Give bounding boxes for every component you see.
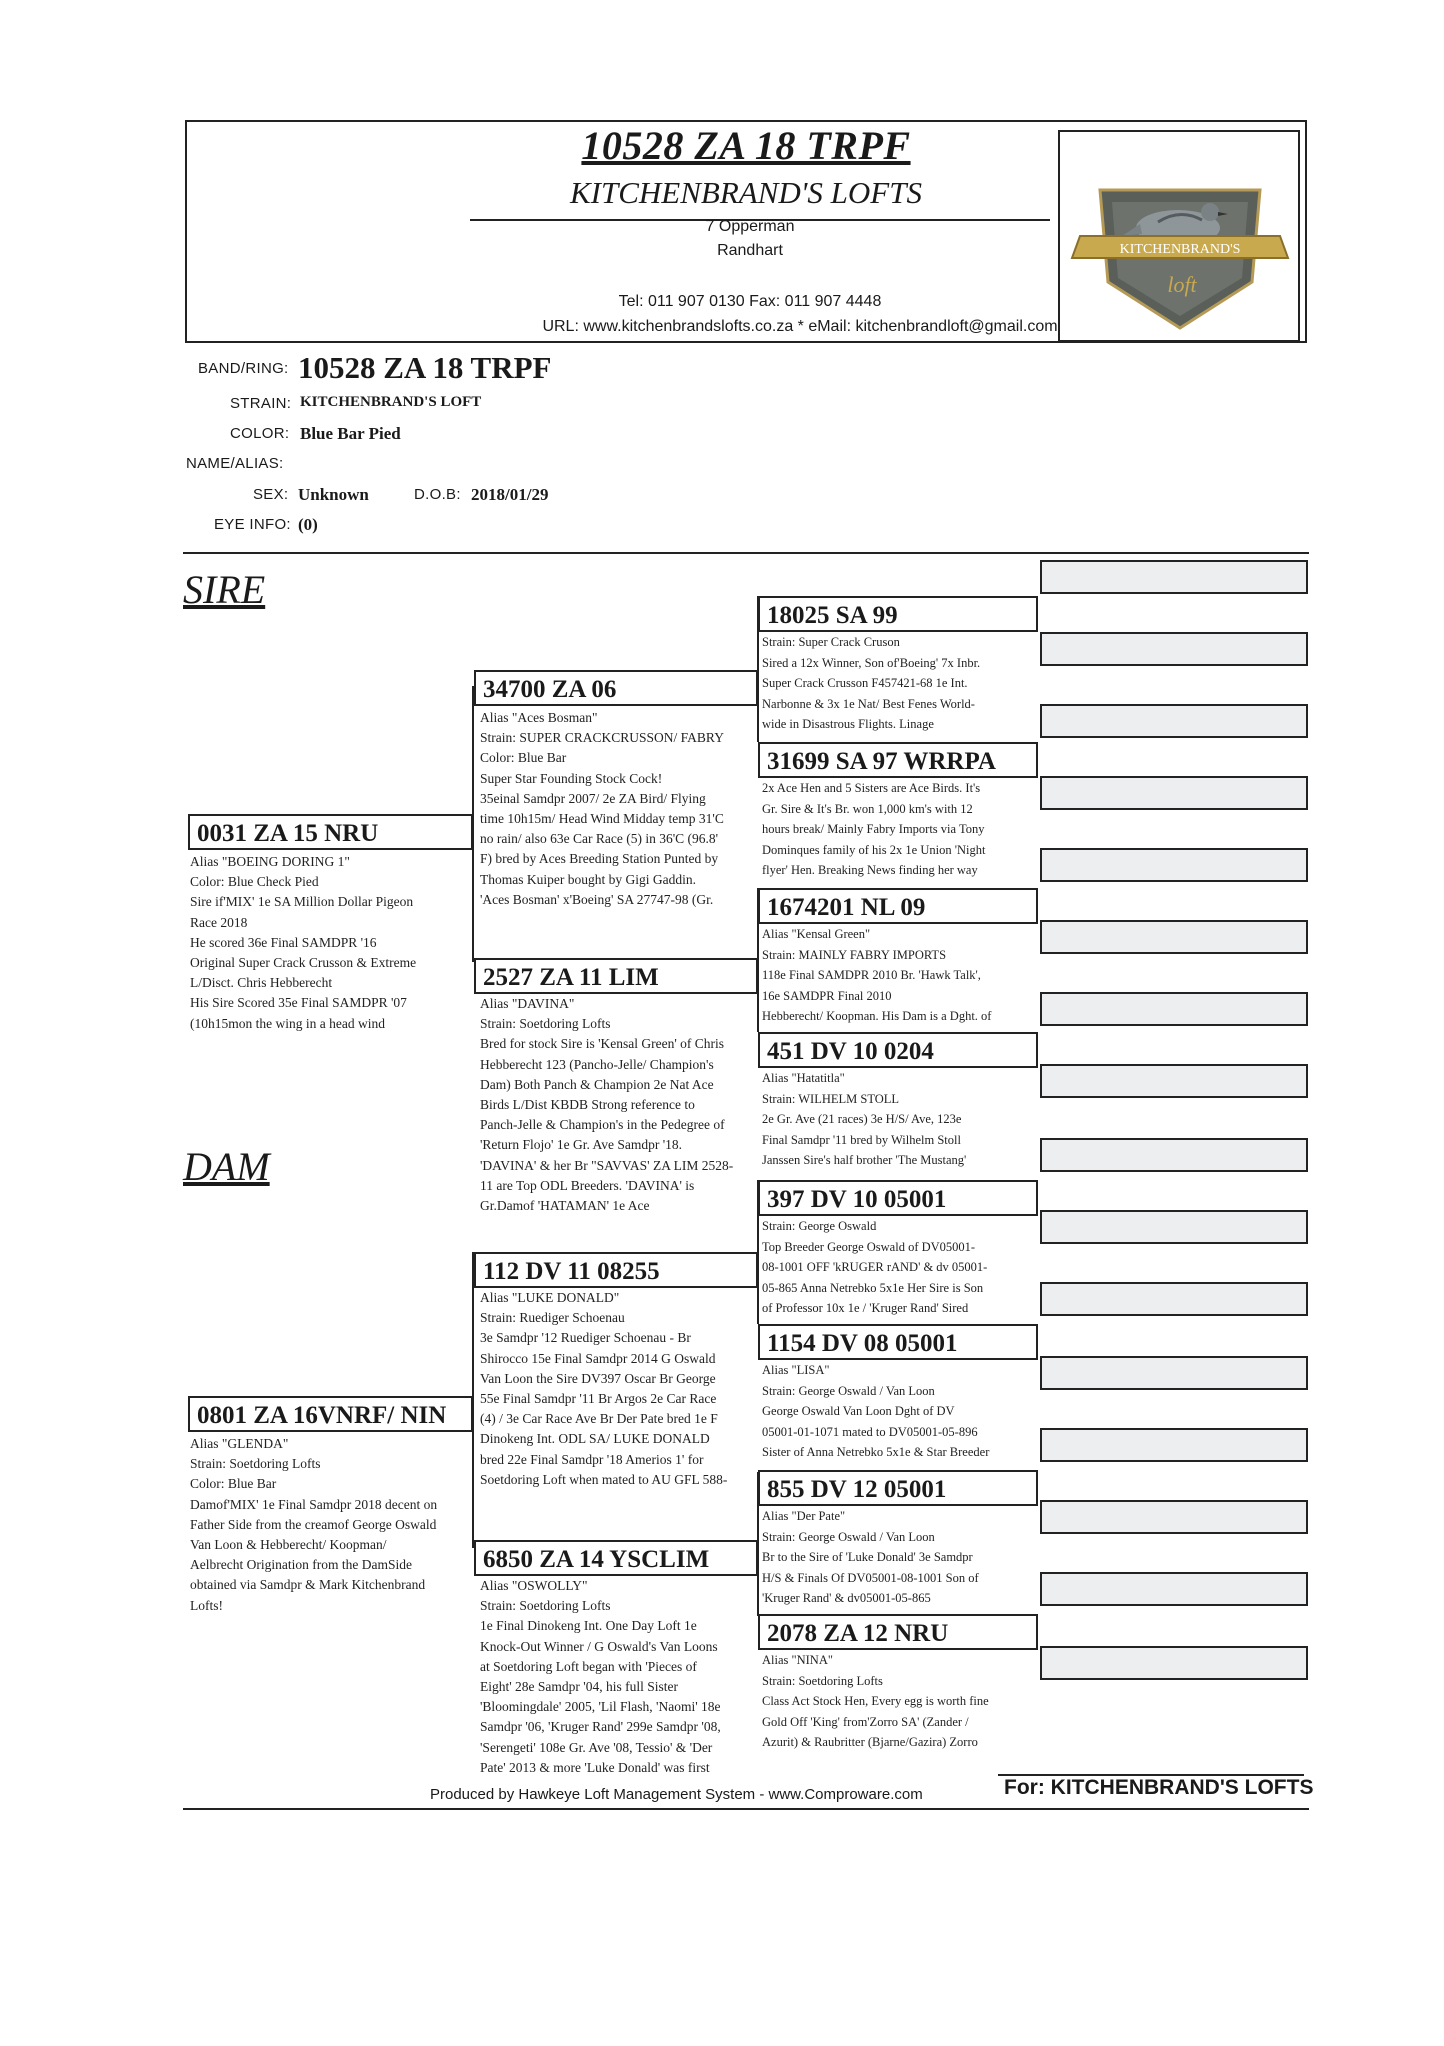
- dam-detail-line: obtained via Samdpr & Mark Kitchenbrand: [190, 1577, 426, 1593]
- dam-sire-detail-line: (4) / 3e Car Race Ave Br Der Pate bred 1e F: [480, 1411, 718, 1427]
- ggp-detail-line: Sired a 12x Winner, Son of'Boeing' 7x Inbr.: [762, 655, 981, 670]
- dam-sire-detail-line: bred 22e Final Samdpr '18 Amerios 1' for: [480, 1451, 704, 1467]
- ggp-detail-line: Sister of Anna Netrebko 5x1e & Star Breeder: [762, 1445, 990, 1459]
- sire-dam-detail-line: Hebberecht 123 (Pancho-Jelle/ Champion's: [480, 1056, 714, 1072]
- dam-dam-band-number: 6850 ZA 14 YSCLIM: [483, 1546, 710, 1573]
- sire-detail-line: L/Disct. Chris Hebberecht: [190, 975, 333, 991]
- sire-detail-line: He scored 36e Final SAMDPR '16: [190, 934, 377, 950]
- ggp-detail-line: flyer' Hen. Breaking News finding her way: [762, 863, 978, 877]
- ggp-detail-line: Strain: George Oswald / Van Loon: [762, 1529, 935, 1544]
- ggp-detail-line: 05-865 Anna Netrebko 5x1e Her Sire is Son: [762, 1280, 984, 1295]
- sire-sire-detail-line: Thomas Kuiper bought by Gigi Gaddin.: [480, 871, 696, 887]
- ggp-detail-line: Strain: Super Crack Cruson: [762, 635, 900, 649]
- empty-ancestor-box[interactable]: [1040, 1210, 1308, 1244]
- dam-dam-detail-line: 'Serengeti' 108e Gr. Ave '08, Tessio' & 'Der: [480, 1739, 713, 1755]
- ggp-band-number: 451 DV 10 0204: [767, 1038, 934, 1065]
- sire-band-number: 0031 ZA 15 NRU: [197, 820, 379, 847]
- dam-sire-box[interactable]: [474, 1252, 758, 1288]
- sire-detail-line: Color: Blue Check Pied: [190, 874, 319, 890]
- sire-dam-details: [480, 994, 755, 1216]
- dam-dam-detail-line: Knock-Out Winner / G Oswald's Van Loons: [480, 1638, 718, 1654]
- logo-lettering-1: KITCHENBRAND'S: [1119, 242, 1241, 257]
- sire-sire-detail-line: Strain: SUPER CRACKCRUSSON/ FABRY: [480, 730, 724, 746]
- ggp-box-6[interactable]: [758, 1324, 1038, 1360]
- sire-dam-detail-line: Birds L/Dist KBDB Strong reference to: [480, 1097, 695, 1113]
- ggp-details-5: [762, 1216, 1034, 1319]
- band-value: 10528 ZA 18 TRPF: [298, 350, 552, 385]
- sire-sire-detail-line: Super Star Founding Stock Cock!: [480, 770, 663, 786]
- ggp-band-number: 855 DV 12 05001: [767, 1476, 947, 1503]
- sire-detail-line: (10h15mon the wing in a head wind: [190, 1015, 385, 1031]
- dam-detail-line: Strain: Soetdoring Lofts: [190, 1456, 321, 1472]
- sire-sire-band-number: 34700 ZA 06: [483, 676, 617, 703]
- dam-detail-line: Aelbrecht Origination from the DamSide: [190, 1557, 412, 1573]
- dam-sire-detail-line: 3e Samdpr '12 Ruediger Schoenau - Br: [480, 1330, 691, 1346]
- dam-heading: DAM: [183, 1144, 270, 1189]
- dob-label: D.O.B:: [414, 486, 461, 503]
- ggp-detail-line: Alias "Der Pate": [762, 1509, 846, 1523]
- empty-ancestor-box[interactable]: [1040, 560, 1308, 594]
- contact-phone: Tel: 011 907 0130 Fax: 011 907 4448: [618, 293, 882, 310]
- sire-sire-detail-line: Alias "Aces Bosman": [480, 710, 598, 725]
- for-loft-label: For: KITCHENBRAND'S LOFTS: [1004, 1776, 1314, 1799]
- dam-dam-detail-line: 'Bloomingdale' 2005, 'Lil Flash, 'Naomi' 18e: [480, 1699, 721, 1715]
- ggp-detail-line: Narbonne & 3x 1e Nat/ Best Fenes World-: [762, 696, 975, 711]
- dam-sire-details: [480, 1288, 755, 1490]
- footer-divider: [183, 1808, 1309, 1810]
- ggp-detail-line: Azurit) & Raubritter (Bjarne/Gazira) Zorro: [762, 1735, 978, 1749]
- page-title: 10528 ZA 18 TRPF: [581, 123, 911, 168]
- empty-ancestor-box[interactable]: [1040, 920, 1308, 954]
- ggp-band-number: 31699 SA 97 WRRPA: [767, 748, 996, 775]
- ggp-detail-line: Gr. Sire & It's Br. won 1,000 km's with 12: [762, 801, 973, 816]
- ggp-detail-line: Hebberecht/ Koopman. His Dam is a Dght. of: [762, 1009, 992, 1023]
- ggp-box-3[interactable]: [758, 888, 1038, 924]
- address-line-1: 7 Opperman: [705, 218, 795, 235]
- ggp-detail-line: Strain: WILHELM STOLL: [762, 1091, 900, 1106]
- ggp-detail-line: Alias "LISA": [762, 1363, 830, 1377]
- contact-url-email: URL: www.kitchenbrandslofts.co.za * eMail: kitchenbrandloft@gmail.com: [542, 318, 1058, 335]
- color-label: COLOR:: [230, 425, 290, 442]
- ggp-band-number: 397 DV 10 05001: [767, 1186, 947, 1213]
- sire-sire-detail-line: no rain/ also 63e Car Race (5) in 36'C (96.8': [480, 831, 719, 847]
- info-divider: [183, 552, 1309, 554]
- dam-sire-detail-line: Dinokeng Int. ODL SA/ LUKE DONALD: [480, 1431, 710, 1447]
- ggp-detail-line: Alias "Kensal Green": [762, 927, 871, 941]
- ggp-band-number: 18025 SA 99: [767, 602, 898, 629]
- dob-value: 2018/01/29: [471, 485, 549, 504]
- ggp-detail-line: wide in Disastrous Flights. Linage: [762, 717, 934, 731]
- ggp-box-4[interactable]: [758, 1032, 1038, 1068]
- sire-dam-box[interactable]: [474, 958, 758, 994]
- ggp-detail-line: Br to the Sire of 'Luke Donald' 3e Samdpr: [762, 1550, 973, 1564]
- ggp-detail-line: Alias "NINA": [762, 1653, 833, 1667]
- dam-dam-details: [480, 1576, 755, 1778]
- empty-ancestor-box[interactable]: [1040, 1064, 1308, 1098]
- strain-label: STRAIN:: [230, 395, 292, 412]
- empty-ancestor-box[interactable]: [1040, 992, 1308, 1026]
- dam-sire-band-number: 112 DV 11 08255: [483, 1258, 660, 1285]
- empty-ancestor-box[interactable]: [1040, 1282, 1308, 1316]
- dam-sire-detail-line: Strain: Ruediger Schoenau: [480, 1310, 625, 1326]
- ggp-detail-line: Super Crack Crusson F457421-68 1e Int.: [762, 676, 968, 690]
- color-value: Blue Bar Pied: [300, 424, 401, 443]
- ggp-detail-line: 2x Ace Hen and 5 Sisters are Ace Birds. It's: [762, 781, 981, 795]
- dam-dam-detail-line: 1e Final Dinokeng Int. One Day Loft 1e: [480, 1618, 697, 1634]
- logo-box: [1058, 130, 1300, 342]
- dam-dam-detail-line: Eight' 28e Samdpr '04, his full Sister: [480, 1679, 678, 1695]
- sire-detail-line: Alias "BOEING DORING 1": [190, 854, 350, 869]
- ggp-detail-line: 16e SAMDPR Final 2010: [762, 988, 892, 1003]
- dam-dam-detail-line: Strain: Soetdoring Lofts: [480, 1598, 611, 1614]
- empty-ancestor-box[interactable]: [1040, 1572, 1308, 1606]
- ggp-detail-line: Class Act Stock Hen, Every egg is worth fine: [762, 1694, 989, 1708]
- empty-ancestor-box[interactable]: [1040, 1646, 1308, 1680]
- sire-dam-detail-line: 11 are Top ODL Breeders. 'DAVINA' is: [480, 1177, 695, 1193]
- ggp-band-number: 1154 DV 08 05001: [767, 1330, 958, 1357]
- loft-name: KITCHENBRAND'S LOFTS: [570, 175, 922, 210]
- ggp-box-1[interactable]: [758, 596, 1038, 632]
- ggp-details-8: [762, 1650, 1034, 1753]
- empty-ancestor-box[interactable]: [1040, 704, 1308, 738]
- sire-dam-detail-line: Dam) Both Panch & Champion 2e Nat Ace: [480, 1076, 714, 1092]
- sire-dam-detail-line: 'Return Flojo' 1e Gr. Ave Samdpr '18.: [480, 1137, 683, 1153]
- ggp-detail-line: Strain: George Oswald / Van Loon: [762, 1383, 935, 1398]
- dam-detail-line: Alias "GLENDA": [190, 1436, 289, 1451]
- ggp-details-4: [762, 1068, 1034, 1171]
- ggp-detail-line: 08-1001 OFF 'kRUGER rAND' & dv 05001-: [762, 1260, 988, 1274]
- dam-detail-line: Van Loon & Hebberecht/ Koopman/: [190, 1537, 387, 1553]
- empty-ancestor-box[interactable]: [1040, 776, 1308, 810]
- sire-dam-band-number: 2527 ZA 11 LIM: [483, 964, 659, 991]
- sire-sire-detail-line: 'Aces Bosman' x'Boeing' SA 27747-98 (Gr.: [480, 891, 714, 907]
- ggp-detail-line: Alias "Hatatitla": [762, 1071, 845, 1085]
- address-line-2: Randhart: [717, 242, 783, 259]
- kitchenbrands-logo: [1060, 132, 1298, 340]
- dam-detail-line: Father Side from the creamof George Oswald: [190, 1516, 437, 1532]
- sire-detail-line: Sire if'MIX' 1e SA Million Dollar Pigeon: [190, 894, 414, 910]
- ggp-details-2: [762, 778, 1034, 881]
- ggp-detail-line: H/S & Finals Of DV05001-08-1001 Son of: [762, 1570, 979, 1585]
- ggp-detail-line: Final Samdpr '11 bred by Wilhelm Stoll: [762, 1132, 961, 1147]
- ggp-detail-line: of Professor 10x 1e / 'Kruger Rand' Sired: [762, 1301, 969, 1315]
- ggp-details-6: [762, 1360, 1034, 1463]
- sire-detail-line: Race 2018: [190, 914, 248, 930]
- dam-dam-detail-line: Pate' 2013 & more 'Luke Donald' was first: [480, 1759, 710, 1775]
- sire-sire-box[interactable]: [474, 670, 758, 706]
- dam-connector: [472, 1252, 474, 1548]
- sire-sire-detail-line: F) bred by Aces Breeding Station Punted by: [480, 851, 719, 867]
- ggp-band-number: 1674201 NL 09: [767, 894, 926, 921]
- sire-sire-detail-line: time 10h15m/ Head Wind Midday temp 31'C: [480, 811, 724, 827]
- sire-detail-line: Original Super Crack Crusson & Extreme: [190, 955, 417, 971]
- dam-dam-detail-line: at Soetdoring Loft began with 'Pieces of: [480, 1658, 697, 1674]
- empty-ancestor-box[interactable]: [1040, 1138, 1308, 1172]
- empty-ancestor-box[interactable]: [1040, 1356, 1308, 1390]
- ggp-detail-line: 05001-01-1071 mated to DV05001-05-896: [762, 1424, 978, 1439]
- dam-sire-detail-line: Alias "LUKE DONALD": [480, 1290, 620, 1305]
- sex-label: SEX:: [253, 486, 289, 503]
- sire-dam-detail-line: Gr.Damof 'HATAMAN' 1e Ace: [480, 1198, 650, 1214]
- ggp-box-7[interactable]: [758, 1470, 1038, 1506]
- ggp-detail-line: Dominques family of his 2x 1e Union 'Night: [762, 842, 986, 857]
- sire-dam-detail-line: Strain: Soetdoring Lofts: [480, 1016, 611, 1032]
- dam-dam-detail-line: Alias "OSWOLLY": [480, 1578, 588, 1593]
- strain-value: KITCHENBRAND'S LOFT: [300, 394, 482, 410]
- sex-value: Unknown: [298, 485, 369, 504]
- ggp-detail-line: Strain: MAINLY FABRY IMPORTS: [762, 947, 947, 962]
- sire-dam-detail-line: Alias "DAVINA": [480, 996, 575, 1011]
- ggp-detail-line: 'Kruger Rand' & dv05001-05-865: [762, 1591, 931, 1605]
- dam-details: [190, 1434, 470, 1616]
- dam-dam-detail-line: Samdpr '06, 'Kruger Rand' 299e Samdpr '08,: [480, 1719, 721, 1735]
- ggp-detail-line: Janssen Sire's half brother 'The Mustang': [762, 1153, 967, 1167]
- dam-dam-box[interactable]: [474, 1540, 758, 1576]
- ggp-box-5[interactable]: [758, 1180, 1038, 1216]
- ggp-details-3: [762, 924, 1034, 1027]
- empty-ancestor-box[interactable]: [1040, 848, 1308, 882]
- sire-dam-detail-line: 'DAVINA' & her Br "SAVVAS' ZA LIM 2528-: [480, 1157, 734, 1173]
- band-label: BAND/RING:: [198, 360, 289, 377]
- ggp-details-1: [762, 632, 1034, 735]
- dam-box[interactable]: [188, 1396, 473, 1432]
- dam-detail-line: Color: Blue Bar: [190, 1476, 277, 1492]
- ggp-detail-line: Top Breeder George Oswald of DV05001-: [762, 1239, 976, 1254]
- ggp-box-2[interactable]: [758, 742, 1038, 778]
- sire-sire-detail-line: Color: Blue Bar: [480, 750, 567, 766]
- ggp-detail-line: 2e Gr. Ave (21 races) 3e H/S/ Ave, 123e: [762, 1112, 962, 1126]
- empty-ancestor-box[interactable]: [1040, 1428, 1308, 1462]
- dam-sire-detail-line: Shirocco 15e Final Samdpr 2014 G Oswald: [480, 1350, 716, 1366]
- sire-dam-detail-line: Panch-Jelle & Champion's in the Pedegree of: [480, 1117, 725, 1133]
- dam-band-number: 0801 ZA 16VNRF/ NIN: [197, 1402, 447, 1429]
- dam-detail-line: Lofts!: [190, 1597, 223, 1613]
- ggp-detail-line: Gold Off 'King' from'Zorro SA' (Zander /: [762, 1714, 969, 1729]
- sire-detail-line: His Sire Scored 35e Final SAMDPR '07: [190, 995, 407, 1011]
- eye-info-value: (0): [298, 515, 318, 534]
- dam-sire-detail-line: Van Loon the Sire DV397 Oscar Br George: [480, 1370, 716, 1386]
- logo-lettering-2: loft: [1167, 272, 1197, 297]
- sire-sire-details: [480, 708, 755, 910]
- dam-sire-detail-line: Soetdoring Loft when mated to AU GFL 588-: [480, 1471, 728, 1487]
- empty-ancestor-box[interactable]: [1040, 1500, 1308, 1534]
- ggp-detail-line: Strain: George Oswald: [762, 1219, 877, 1233]
- produced-by: Produced by Hawkeye Loft Management System - www.Comproware.com: [430, 1786, 923, 1803]
- dam-detail-line: Damof'MIX' 1e Final Samdpr 2018 decent on: [190, 1496, 438, 1512]
- eye-info-label: EYE INFO:: [214, 516, 291, 533]
- ggp-detail-line: hours break/ Mainly Fabry Imports via Tony: [762, 822, 985, 836]
- sire-box[interactable]: [188, 814, 473, 850]
- sire-heading: SIRE: [183, 567, 266, 612]
- ggp-band-number: 2078 ZA 12 NRU: [767, 1620, 949, 1647]
- dam-sire-detail-line: 55e Final Samdpr '11 Br Argos 2e Car Race: [480, 1391, 717, 1407]
- sire-details: [190, 852, 470, 1034]
- sire-dam-detail-line: Bred for stock Sire is 'Kensal Green' of Chris: [480, 1036, 725, 1052]
- sire-connector: [472, 686, 474, 962]
- sire-sire-detail-line: 35einal Samdpr 2007/ 2e ZA Bird/ Flying: [480, 790, 706, 806]
- ggp-detail-line: 118e Final SAMDPR 2010 Br. 'Hawk Talk',: [762, 968, 981, 982]
- name-alias-label: NAME/ALIAS:: [186, 455, 284, 472]
- empty-ancestor-box[interactable]: [1040, 632, 1308, 666]
- ggp-box-8[interactable]: [758, 1614, 1038, 1650]
- ggp-detail-line: George Oswald Van Loon Dght of DV: [762, 1404, 955, 1418]
- ggp-detail-line: Strain: Soetdoring Lofts: [762, 1673, 883, 1688]
- ggp-details-7: [762, 1506, 1034, 1609]
